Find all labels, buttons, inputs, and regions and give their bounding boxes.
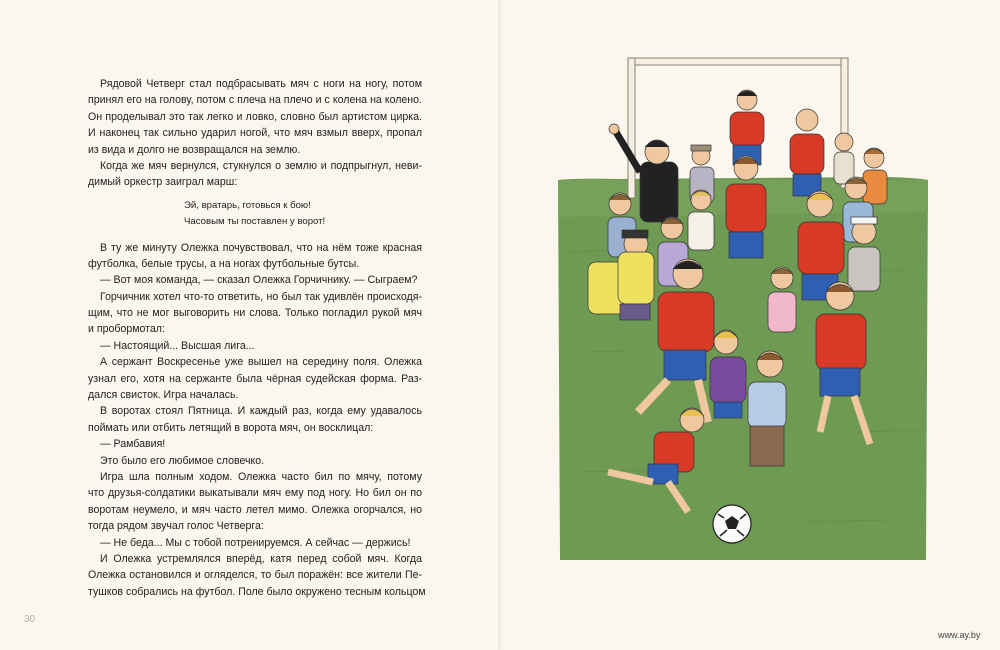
text-line: В воротах стоял Пятница. И каждый раз, когда ему удавалось — [100, 405, 422, 418]
text-line: димый оркестр заиграл марш: — [88, 176, 238, 189]
verse-line: Часовым ты поставлен у ворот! — [184, 216, 326, 228]
text-line: И наконец так сильно ударил ногой, что мяч взмыл вверх, пропал — [88, 127, 422, 140]
watermark-text: www.ay.by — [938, 630, 981, 640]
text-line: и пробормотал: — [88, 323, 165, 336]
text-line: тогда рядом звучал голос Четверга: — [88, 520, 264, 533]
text-line: что друзья-солдатики выкатывали мяч ему под ногу. Но бил он по — [88, 487, 422, 500]
text-line: Это было его любимое словечко. — [100, 454, 265, 467]
text-line: щим, что не мог выговорить ни слова. Только погладил рукой мяч — [88, 307, 422, 320]
football-ball — [713, 505, 751, 543]
text-line: футболка, белые трусы, а на ногах футбольные бутсы. — [88, 257, 360, 270]
text-line: дался свисток. Игра началась. — [88, 389, 239, 402]
text-line: Он проделывал это так легко и ловко, словно был артистом цирка. — [88, 110, 422, 123]
text-line: Игра шла полным ходом. Олежка часто бил по мячу, потому — [100, 470, 422, 483]
text-line: тушков собрались на футбол. Поле было окружено тесным кольцом — [88, 585, 426, 598]
text-line: Олежка остановился и огляделся, то был поражён: все жители Пе- — [88, 569, 422, 582]
text-line: Горчичник хотел что-то ответить, но был так удивлён происходя- — [100, 290, 422, 303]
text-line: принял его на голову, потом с плеча на плечо и с колена на колено. — [88, 94, 422, 107]
football-illustration — [558, 52, 928, 562]
text-line: Рядовой Четверг стал подбрасывать мяч с ноги на ногу, потом — [100, 78, 422, 90]
page-gutter — [498, 0, 504, 650]
text-line: поймать или отбить летящий в ворота мяч, он восклицал: — [88, 421, 374, 434]
text-line: А сержант Воскресенье уже вышел на середину поля. Олежка — [100, 356, 422, 369]
story-text — [88, 76, 426, 600]
text-line: узнал его, хотя на сержанте была чёрная судейская форма. Раз- — [88, 372, 422, 385]
page-number: 30 — [24, 614, 36, 625]
text-line: В ту же минуту Олежка почувствовал, что на нём тоже красная — [100, 241, 422, 254]
text-line: — Не беда... Мы с тобой потренируемся. А сейчас — держись! — [100, 536, 411, 549]
text-line: воротам неумело, и мяч часто летел мимо. Олежка огорчался, но — [88, 503, 422, 516]
text-line: — Вот моя команда, — сказал Олежка Горчичнику. — Сыграем? — [100, 274, 418, 287]
text-line: — Настоящий... Высшая лига... — [100, 339, 255, 352]
text-line: из вида и долго не возвращался на землю. — [88, 143, 301, 156]
text-line: И Олежка устремлялся вперёд, катя перед собой мяч. Когда — [100, 552, 422, 565]
verse-line: Эй, вратарь, готовься к бою! — [184, 199, 311, 211]
text-line: Когда же мяч вернулся, стукнулся о землю и подпрыгнул, неви- — [100, 159, 422, 172]
text-line: — Рамбавия! — [100, 438, 166, 451]
